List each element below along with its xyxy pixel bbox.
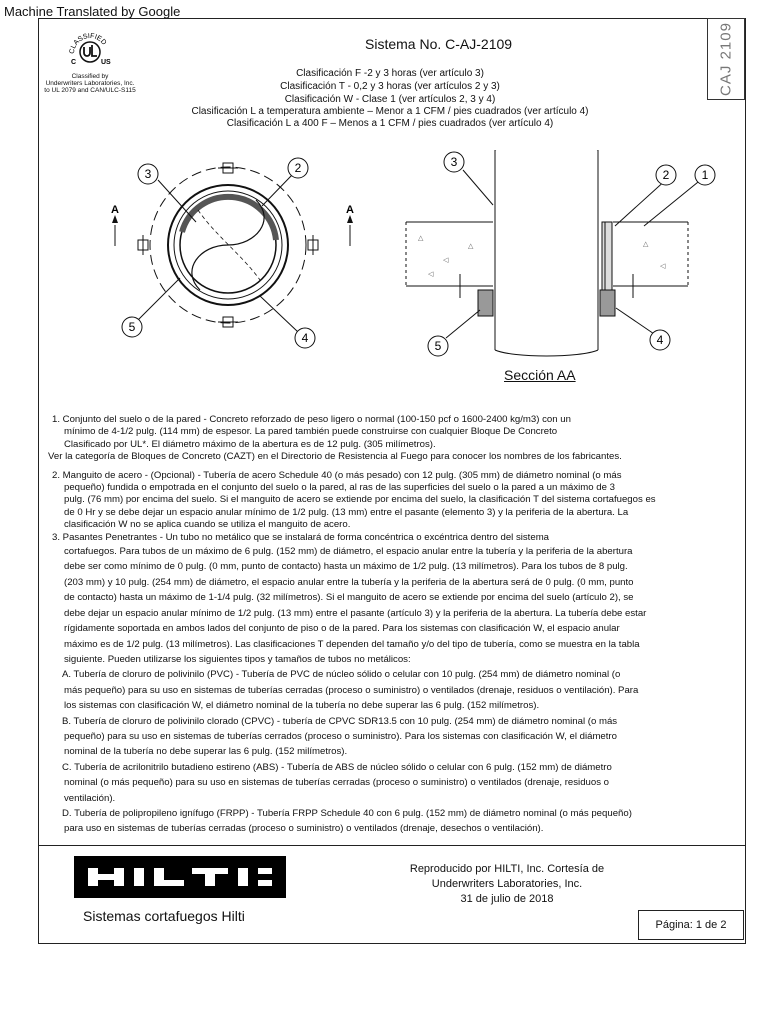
svg-text:◁: ◁ xyxy=(428,270,434,278)
callout-left-2: 2 xyxy=(294,161,302,175)
section-a-left-label: A xyxy=(111,204,119,216)
svg-text:◁: ◁ xyxy=(660,262,666,270)
page-number: Página: 1 de 2 xyxy=(638,910,744,940)
svg-text:◁: ◁ xyxy=(443,256,449,264)
callout-left-5: 5 xyxy=(128,320,136,334)
brand-caption: Sistemas cortafuegos Hilti xyxy=(83,908,245,924)
item-3-line: 3. Pasantes Penetrantes - Un tubo no metálico que se instalará de forma concéntrica o excéntrica dentro del sistema xyxy=(52,531,550,543)
callout-right-1: 1 xyxy=(701,168,709,182)
svg-text:△: △ xyxy=(418,234,424,242)
repro-line-2: Underwriters Laboratories, Inc. xyxy=(431,878,583,890)
repro-line-1: Reproducido por HILTI, Inc. Cortesía de xyxy=(409,863,605,875)
item-3-line: rígidamente soportada en ambos lados del conjunto de piso o de la pared. Para los sistemas con clasificación W, el espacio anular xyxy=(64,623,620,635)
ul-c-letter: C xyxy=(71,59,77,66)
item-3-line: (203 mm) y 10 pulg. (254 mm) de diámetro, el espacio anular entre la tubería y la periferia de la abertura será de 0 pulg. (0 mm, punto xyxy=(64,576,634,588)
system-side-tab xyxy=(707,18,745,100)
item-2-line: clasificación W no se aplica cuando se utiliza el manguito de acero. xyxy=(64,519,351,531)
item-1-line: Clasificado por UL*. El diámetro máximo de la abertura es de 12 pulg. (305 milímetros). xyxy=(64,438,436,450)
ul-caption-2: Underwriters Laboratories, Inc. xyxy=(45,80,135,87)
item-1-line: 1. Conjunto del suelo o de la pared - Concreto reforzado de peso ligero o normal (100-150 pcf o 1600-2400 kg/m3) con un xyxy=(52,414,571,425)
machine-translation-notice: Machine Translated by Google xyxy=(4,4,181,19)
callout-left-4: 4 xyxy=(301,331,309,345)
pipe-b-line: B. Tubería de cloruro de polivinilo clorado (CPVC) - tubería de CPVC SDR13.5 con 10 pulg. (254 mm) de diámetro nominal (o más xyxy=(62,715,618,727)
classification-w: Clasificación W - Clase 1 (ver artículos 2, 3 y 4) xyxy=(284,94,496,105)
svg-text:△: △ xyxy=(468,242,474,250)
callout-right-2: 2 xyxy=(662,168,670,182)
item-3-line: debe ser como mínimo de 0 pulg. (0 mm, punto de contacto) hasta un máximo de 1/2 pulg. (13 milímetros). Para los tubos de 8 pulg. xyxy=(64,561,628,573)
item-3-line: de contacto) hasta un máximo de 1-1/4 pulg. (32 milímetros). Si el manguito de acero se extiende por encima del suelo (artículo 2), se xyxy=(64,592,634,604)
item-3-line: debe dejar un espacio anular mínimo de 1/2 pulg. (13 mm) entre el pasante (artículo 3) y la periferia de la abertura. La tubería debe estar xyxy=(64,607,647,619)
specification-body xyxy=(48,414,730,837)
section-aa-label: Sección AA xyxy=(504,367,576,383)
pipe-d-line: D. Tubería de polipropileno ignífugo (FRPP) - Tubería FRPP Schedule 40 con 6 pulg. (152 mm) de diámetro nominal (o más pequeño) xyxy=(62,807,632,819)
item-1-line: mínimo de 4-1/2 pulg. (114 mm) de espesor. La pared también puede construirse con cualquier Bloque De Concreto xyxy=(64,426,558,438)
pipe-d-line: para uso en sistemas de tuberías cerradas (proceso o suministro) o ventilados (drenaje, desechos o ventilación). xyxy=(64,823,544,835)
item-2-line: pulg. (76 mm) por encima del suelo. Si el manguito de acero se extiende por encima del suelo, la clasificación T del sistema cortafuegos es xyxy=(64,494,656,506)
section-view-diagram xyxy=(398,150,738,360)
pipe-a-line: más pequeño) para su uso en sistemas de tuberías cerradas (proceso o suministro) o ventilados (drenaje, residuos o ventilación). Para xyxy=(64,684,639,696)
item-3-line: máximo es de 1/2 pulg. (13 milímetros). Las clasificaciones T dependen del tamaño y/o del tipo de tubería, como se muestra en la tabla xyxy=(64,638,640,650)
system-title: Sistema No. C-AJ-2109 xyxy=(365,36,513,52)
classification-l-ambient: Clasificación L a temperatura ambiente – Menor a 1 CFM / pies cuadrados (ver artículo 4) xyxy=(191,106,589,117)
pipe-b-line: pequeño) para su uso en sistemas de tuberías cerrados (proceso o suministro). Para los sistemas con clasificación W, el diámetro xyxy=(64,730,617,742)
footer-divider xyxy=(38,845,746,846)
classification-l-400: Clasificación L a 400 F – Menos a 1 CFM / pies cuadrados (ver artículo 4) xyxy=(226,118,554,129)
item-2-line: 2. Manguito de acero - (Opcional) - Tubería de acero Schedule 40 (o más pesado) con 12 pulg. (305 mm) de diámetro nominal (o más xyxy=(52,469,622,481)
pipe-c-line: ventilación). xyxy=(64,792,116,804)
callout-right-5: 5 xyxy=(434,339,442,353)
repro-date: 31 de julio de 2018 xyxy=(460,893,554,905)
ul-caption-1: Classified by xyxy=(71,73,109,80)
ul-caption-3: to UL 2079 and CAN/ULC-S115 xyxy=(44,87,136,94)
callout-right-3: 3 xyxy=(450,155,458,169)
svg-text:CLASSIFIED xyxy=(69,33,108,54)
pipe-b-line: nominal de la tubería no debe superar las 6 pulg. (152 milímetros). xyxy=(64,746,348,758)
pipe-c-line: C. Tubería de acrilonitrilo butadieno estireno (ABS) - Tubería de ABS de núcleo sólido o celular con 6 pulg. (152 mm) de diámetro xyxy=(62,761,612,773)
pipe-c-line: nominal (o más pequeño) para su uso en sistemas de tuberías cerradas (proceso o suministro) o ventilados (drenaje, residuos o xyxy=(64,777,609,789)
ul-us-letter: US xyxy=(101,59,111,66)
callout-left-3: 3 xyxy=(144,167,152,181)
item-2-line: pequeño) fundida o empotrada en el conjunto del suelo o la pared, al ras de las superficies del suelo o la pared a un máximo de 3 xyxy=(64,482,615,494)
ul-logo-icon xyxy=(40,24,140,68)
ul-arc-text: CLASSIFIED xyxy=(68,32,108,55)
item-1-line: Ver la categoría de Bloques de Concreto (CAZT) en el Directorio de Resistencia al Fuego para conocer los nombres de los fabricantes. xyxy=(48,451,622,463)
reproduction-note xyxy=(382,862,632,907)
svg-text:△: △ xyxy=(643,240,649,248)
callout-right-4: 4 xyxy=(656,333,664,347)
item-2-line: de 0 Hr y se debe dejar un espacio anular mínimo de 1/2 pulg. (13 mm) entre el pasante (elemento 3) y la periferia de la abertura. La xyxy=(64,506,629,518)
side-tab-label: CAJ 2109 xyxy=(717,22,735,96)
item-3-line: siguiente. Pueden utilizarse los siguientes tipos y tamaños de tubos no metálicos: xyxy=(64,653,411,665)
classification-f: Clasificación F -2 y 3 horas (ver artículo 3) xyxy=(296,68,484,79)
section-a-right-label: A xyxy=(346,204,354,216)
item-3-line: cortafuegos. Para tubos de un máximo de 6 pulg. (152 mm) de diámetro, el espacio anular entre la tubería y la periferia de la abertura xyxy=(64,546,633,558)
classification-t: Clasificación T - 0,2 y 3 horas (ver artículos 2 y 3) xyxy=(280,81,500,92)
hilti-logo-icon xyxy=(74,856,286,898)
pipe-a-line: los sistemas con clasificación W, el diámetro nominal de la tubería no debe superar las 6 pulg. (152 milímetros). xyxy=(64,700,540,712)
pipe-a-line: A. Tubería de cloruro de polivinilo (PVC) - Tubería de PVC de núcleo sólido o celular con 10 pulg. (254 mm) de diámetro nominal (o xyxy=(62,669,621,681)
plan-view-diagram xyxy=(100,150,390,360)
